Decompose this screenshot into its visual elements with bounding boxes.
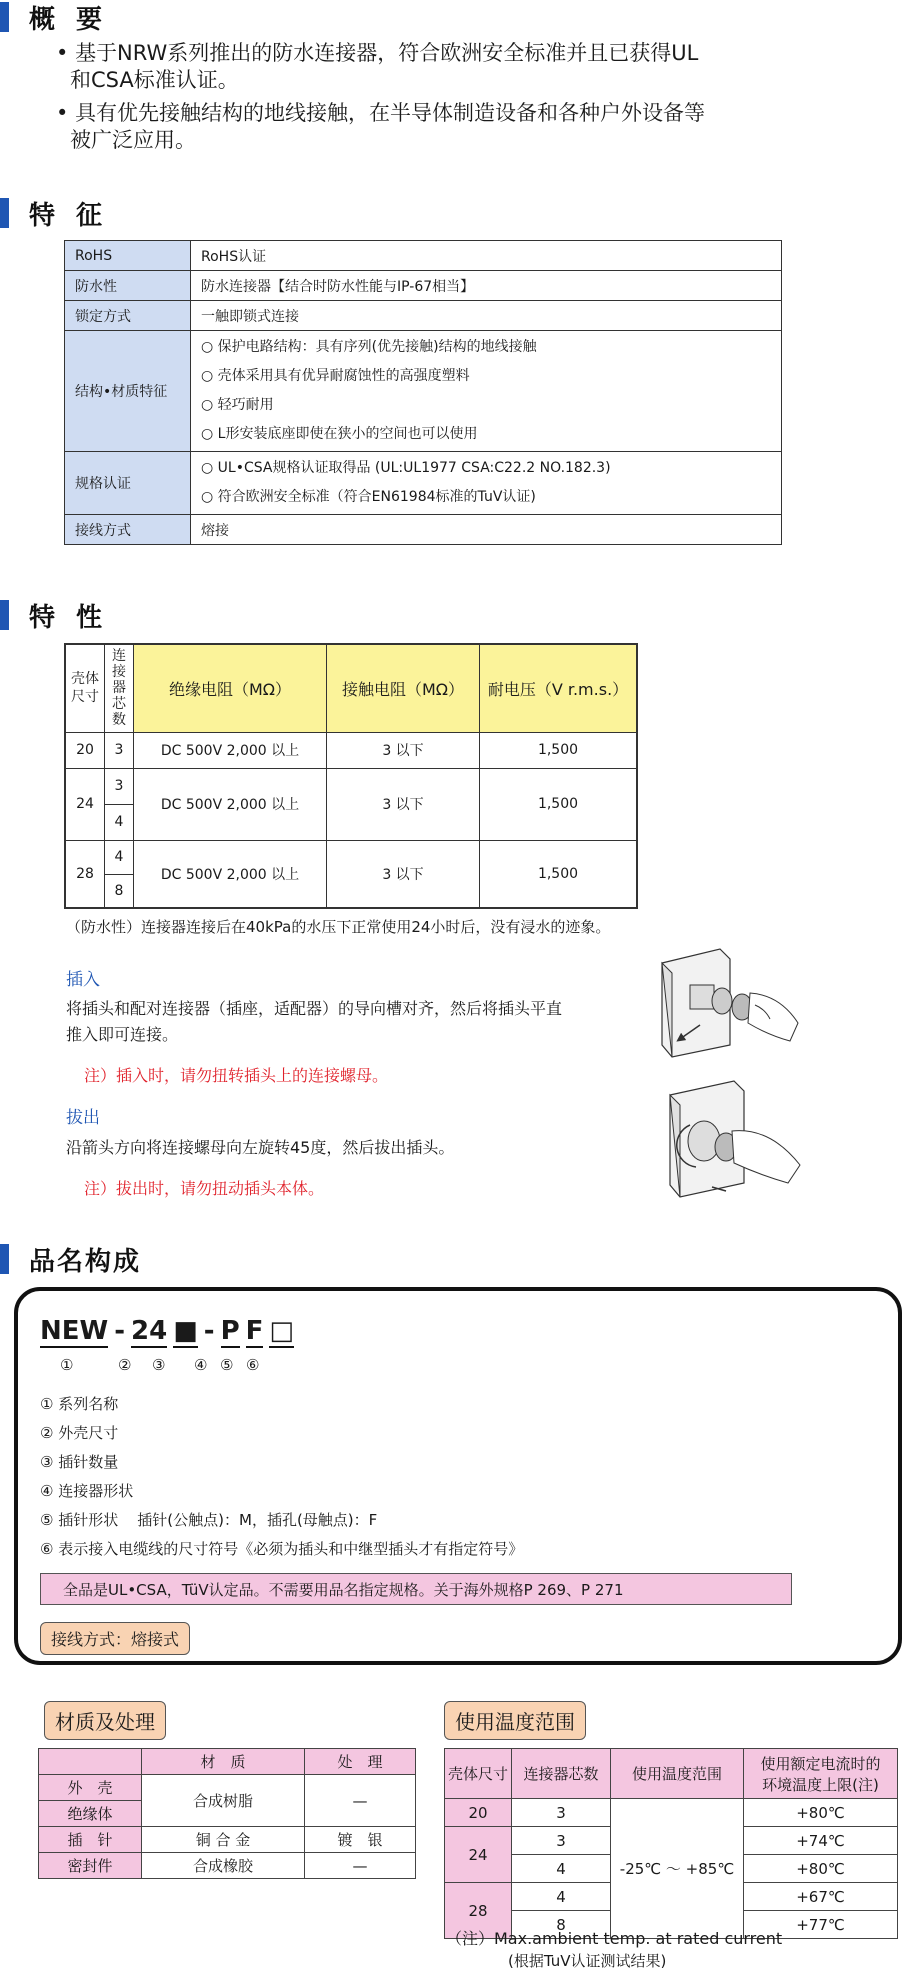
- table-row: 锁定方式 一触即锁式连接: [65, 301, 782, 331]
- overview-bullet-2: • 具有优先接触结构的地线接触，在半导体制造设备和各种户外设备等 被广泛应用。: [56, 101, 706, 152]
- remove-heading: 拔出: [66, 1108, 100, 1128]
- section-title: 特 性: [29, 602, 109, 633]
- table-row: 8: [65, 874, 637, 908]
- characteristics-table: [64, 643, 638, 909]
- list-item: ① 系列名称: [40, 1395, 119, 1413]
- overview-bullet-1: • 基于NRW系列推出的防水连接器，符合欧洲安全标准并且已获得UL 和CSA标准认证。: [56, 41, 699, 92]
- insert-body: 将插头和配对连接器（插座，适配器）的导向槽对齐，然后将插头平直 推入即可连接。: [66, 999, 563, 1044]
- section-marker: [0, 2, 9, 32]
- features-table: [64, 240, 782, 545]
- table-row: 插 针 铜 合 金 镀 银: [39, 1827, 416, 1853]
- table-row: 8 +77℃: [445, 1911, 898, 1939]
- table-row: 20 3 DC 500V 2,000 以上 3 以下 1,500: [65, 732, 637, 768]
- remove-warning: 注）拔出时，请勿扭动插头本体。: [84, 1179, 325, 1198]
- remove-body: 沿箭头方向将连接螺母向左旋转45度，然后拔出插头。: [66, 1138, 455, 1157]
- table-row: 4 +80℃: [445, 1855, 898, 1883]
- insert-illustration: [650, 945, 800, 1080]
- table-row: 28 4 DC 500V 2,000 以上 3 以下 1,500: [65, 840, 637, 874]
- overview-heading: [0, 0, 108, 34]
- characteristics-heading: [0, 598, 108, 632]
- list-item: ⑥ 表示接入电缆线的尺寸符号《必须为插头和中继型插头才有指定符号》: [40, 1540, 524, 1558]
- table-row: 接线方式 熔接: [65, 515, 782, 545]
- part-number-code: NEW - 24 ■ - P F □: [40, 1316, 294, 1346]
- table-row: 外 壳 合成树脂 —: [39, 1775, 416, 1801]
- table-row: RoHS RoHS认证: [65, 241, 782, 271]
- table-row: 防水性 防水连接器【结合时防水性能与IP-67相当】: [65, 271, 782, 301]
- list-item: ③ 插针数量: [40, 1453, 119, 1471]
- table-row: 28 4 +67℃: [445, 1883, 898, 1911]
- table-row: 规格认证 ○ UL•CSA规格认证取得品 (UL:UL1977 CSA:C22.2 NO.182.3) ○ 符合欧洲安全标准（符合EN61984标准的TuV认证): [65, 452, 782, 515]
- section-marker: [0, 1244, 9, 1274]
- certification-notice: 全品是UL•CSA，TüV认定品。不需要用品名指定规格。关于海外规格P 269、P 271: [40, 1573, 792, 1605]
- list-item: ④ 连接器形状: [40, 1482, 134, 1500]
- materials-table: [38, 1748, 416, 1879]
- insert-warning: 注）插入时，请勿扭转插头上的连接螺母。: [84, 1066, 389, 1085]
- table-header: 壳体 尺寸 连 接 器 芯 数 绝缘电阻（MΩ） 接触电阻（MΩ） 耐电压（V r.m.s.）: [65, 644, 637, 732]
- insert-heading: 插入: [66, 970, 100, 990]
- table-row: 24 3 +74℃: [445, 1827, 898, 1855]
- part-number-heading: [0, 1242, 141, 1276]
- remove-illustration: [660, 1075, 810, 1215]
- table-row: 结构•材质特征 ○ 保护电路结构：具有序列(优先接触)结构的地线接触 ○ 壳体采用具有优异耐腐蚀性的高强度塑料 ○ 轻巧耐用 ○ L形安装底座即使在狭小的空间也可以使用: [65, 331, 782, 452]
- features-heading: [0, 196, 108, 230]
- table-row: 24 3 DC 500V 2,000 以上 3 以下 1,500: [65, 768, 637, 804]
- code-legend: [40, 1390, 523, 1564]
- materials-heading: 材质及处理: [44, 1701, 166, 1740]
- temperature-table: [444, 1748, 898, 1939]
- temperature-note-source: (根据TuV认证测试结果): [508, 1952, 667, 1970]
- waterproof-note: （防水性）连接器连接后在40kPa的水压下正常使用24小时后，没有浸水的迹象。: [66, 918, 611, 936]
- section-marker: [0, 198, 9, 228]
- table-row: 绝缘体: [39, 1801, 416, 1827]
- section-marker: [0, 600, 9, 630]
- table-row: 20 3 -25℃ ～ +85℃ +80℃: [445, 1799, 898, 1827]
- temperature-note: （注）Max.ambient temp. at rated current: [446, 1929, 783, 1948]
- table-header: 材 质 处 理: [39, 1749, 416, 1775]
- table-header: 壳体尺寸 连接器芯数 使用温度范围 使用额定电流时的 环境温度上限(注): [445, 1749, 898, 1799]
- wiring-tag: 接线方式：熔接式: [40, 1622, 190, 1655]
- list-item: ⑤ 插针形状 插针(公触点)：M，插孔(母触点)：F: [40, 1511, 378, 1529]
- section-title: 品名构成: [29, 1246, 142, 1277]
- table-row: 4: [65, 804, 637, 840]
- section-title: 概 要: [29, 4, 109, 35]
- table-row: 密封件 合成橡胶 —: [39, 1853, 416, 1879]
- list-item: ② 外壳尺寸: [40, 1424, 119, 1442]
- section-title: 特 征: [29, 200, 109, 231]
- temperature-heading: 使用温度范围: [444, 1701, 586, 1740]
